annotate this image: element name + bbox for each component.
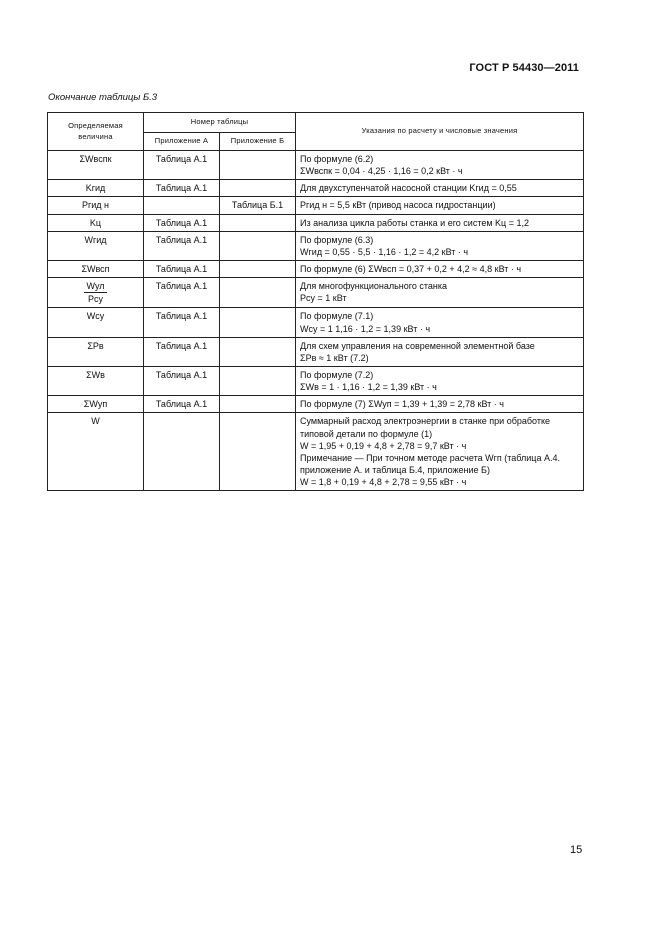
notes-cell bbox=[296, 197, 584, 214]
fraction-denominator: Pсу bbox=[87, 294, 103, 305]
appendix-a-cell: Таблица А.1 bbox=[144, 214, 220, 231]
appendix-b-cell bbox=[220, 214, 296, 231]
table-row bbox=[48, 231, 584, 260]
header-appendix-b: Приложение Б bbox=[220, 133, 296, 151]
notes-line: Для схем управления на современной элементной базе bbox=[300, 340, 535, 351]
note-line: Примечание — При точном методе расчета Wгп (таблица А.4. приложение А. и таблица Б.4, приложение Б) bbox=[300, 452, 560, 475]
appendix-a-cell bbox=[144, 413, 220, 491]
appendix-b-cell bbox=[220, 151, 296, 180]
appendix-b-cell bbox=[220, 278, 296, 308]
appendix-a-cell: Таблица А.1 bbox=[144, 337, 220, 366]
appendix-b-cell bbox=[220, 308, 296, 337]
quantity-cell: Wгид bbox=[48, 231, 144, 260]
notes-cell bbox=[296, 308, 584, 337]
quantity-cell: Kц bbox=[48, 214, 144, 231]
appendix-a-cell: Таблица А.1 bbox=[144, 396, 220, 413]
quantity-fraction bbox=[84, 280, 106, 305]
table-row bbox=[48, 366, 584, 395]
appendix-a-cell: Таблица А.1 bbox=[144, 231, 220, 260]
quantity-cell: Kгид bbox=[48, 180, 144, 197]
table-row bbox=[48, 308, 584, 337]
notes-cell bbox=[296, 151, 584, 180]
calculation-table bbox=[47, 112, 584, 491]
notes-line: Из анализа цикла работы станка и его систем Kц = 1,2 bbox=[300, 217, 529, 228]
quantity-cell: W bbox=[48, 413, 144, 491]
notes-line: W = 1,8 + 0,19 + 4,8 + 2,78 = 9,55 кВт · ч bbox=[300, 477, 467, 488]
appendix-b-cell bbox=[220, 396, 296, 413]
table-row bbox=[48, 180, 584, 197]
notes-line: По формуле (7.2) bbox=[300, 369, 374, 380]
notes-cell bbox=[296, 278, 584, 308]
appendix-a-cell: Таблица А.1 bbox=[144, 308, 220, 337]
notes-line: Pгид н = 5,5 кВт (привод насоса гидростанции) bbox=[300, 200, 496, 211]
notes-line: Для многофункционального станка bbox=[300, 281, 448, 292]
header-table-number: Номер таблицы bbox=[144, 113, 296, 133]
page-number: 15 bbox=[570, 844, 583, 856]
quantity-cell: ΣWуп bbox=[48, 396, 144, 413]
notes-cell bbox=[296, 260, 584, 277]
appendix-a-cell: Таблица А.1 bbox=[144, 366, 220, 395]
appendix-b-cell bbox=[220, 260, 296, 277]
appendix-b-cell bbox=[220, 413, 296, 491]
notes-line: ΣWвспк = 0,04 · 4,25 · 1,16 = 0,2 кВт · ч bbox=[300, 166, 463, 177]
notes-line: По формуле (6.2) bbox=[300, 154, 374, 164]
quantity-cell bbox=[48, 278, 144, 308]
notes-cell bbox=[296, 180, 584, 197]
table-caption: Окончание таблицы Б.3 bbox=[48, 92, 158, 103]
table-row bbox=[48, 151, 584, 180]
header-notes: Указания по расчету и числовые значения bbox=[296, 113, 584, 151]
notes-line: По формуле (6.3) bbox=[300, 234, 374, 245]
notes-line: Суммарный расход электроэнергии в станке при обработке типовой детали по формуле (1) bbox=[300, 416, 550, 439]
table-row bbox=[48, 396, 584, 413]
header-appendix-a: Приложение А bbox=[144, 133, 220, 151]
table-row bbox=[48, 197, 584, 214]
appendix-a-cell: Таблица А.1 bbox=[144, 151, 220, 180]
appendix-b-cell bbox=[220, 337, 296, 366]
appendix-b-cell bbox=[220, 231, 296, 260]
notes-line: W = 1,95 + 0,19 + 4,8 + 2,78 = 9,7 кВт · ч bbox=[300, 440, 467, 451]
appendix-b-cell bbox=[220, 366, 296, 395]
appendix-a-cell bbox=[144, 197, 220, 214]
quantity-cell: Pгид н bbox=[48, 197, 144, 214]
document-id: ГОСТ Р 54430—2011 bbox=[469, 62, 579, 74]
notes-line: Wгид = 0,55 · 5,5 · 1,16 · 1,2 = 4,2 кВт · ч bbox=[300, 246, 469, 257]
fraction-numerator: Wул bbox=[84, 280, 106, 293]
appendix-b-cell bbox=[220, 180, 296, 197]
notes-cell bbox=[296, 214, 584, 231]
table-row bbox=[48, 337, 584, 366]
notes-line: По формуле (7.1) bbox=[300, 311, 374, 322]
table-row bbox=[48, 413, 584, 491]
header-quantity: Определяемая величина bbox=[48, 113, 144, 151]
appendix-b-cell: Таблица Б.1 bbox=[220, 197, 296, 214]
appendix-a-cell: Таблица А.1 bbox=[144, 260, 220, 277]
notes-line: Wсу = 1 1,16 · 1,2 = 1,39 кВт · ч bbox=[300, 323, 431, 334]
notes-line: Pсу = 1 кВт bbox=[300, 293, 347, 304]
quantity-cell: ΣPв bbox=[48, 337, 144, 366]
notes-line: Для двухступенчатой насосной станции Kгид = 0,55 bbox=[300, 183, 517, 194]
quantity-cell: Wсу bbox=[48, 308, 144, 337]
notes-line: ΣPв ≈ 1 кВт (7.2) bbox=[300, 352, 369, 363]
table-row bbox=[48, 278, 584, 308]
notes-cell bbox=[296, 231, 584, 260]
table-row bbox=[48, 260, 584, 277]
notes-cell bbox=[296, 366, 584, 395]
appendix-a-cell: Таблица А.1 bbox=[144, 180, 220, 197]
table-row bbox=[48, 214, 584, 231]
appendix-a-cell: Таблица А.1 bbox=[144, 278, 220, 308]
notes-line: По формуле (7) ΣWуп = 1,39 + 1,39 = 2,78 кВт · ч bbox=[300, 399, 504, 410]
notes-line: ΣWв = 1 · 1,16 · 1,2 = 1,39 кВт · ч bbox=[300, 382, 437, 393]
notes-cell bbox=[296, 413, 584, 491]
quantity-cell: ΣWвсп bbox=[48, 260, 144, 277]
quantity-cell: ΣWв bbox=[48, 366, 144, 395]
quantity-cell: ΣWвспк bbox=[48, 151, 144, 180]
notes-line: По формуле (6) ΣWвсп = 0,37 + 0,2 + 4,2 ≈ 4,8 кВт · ч bbox=[300, 263, 522, 274]
notes-cell bbox=[296, 337, 584, 366]
notes-cell bbox=[296, 396, 584, 413]
